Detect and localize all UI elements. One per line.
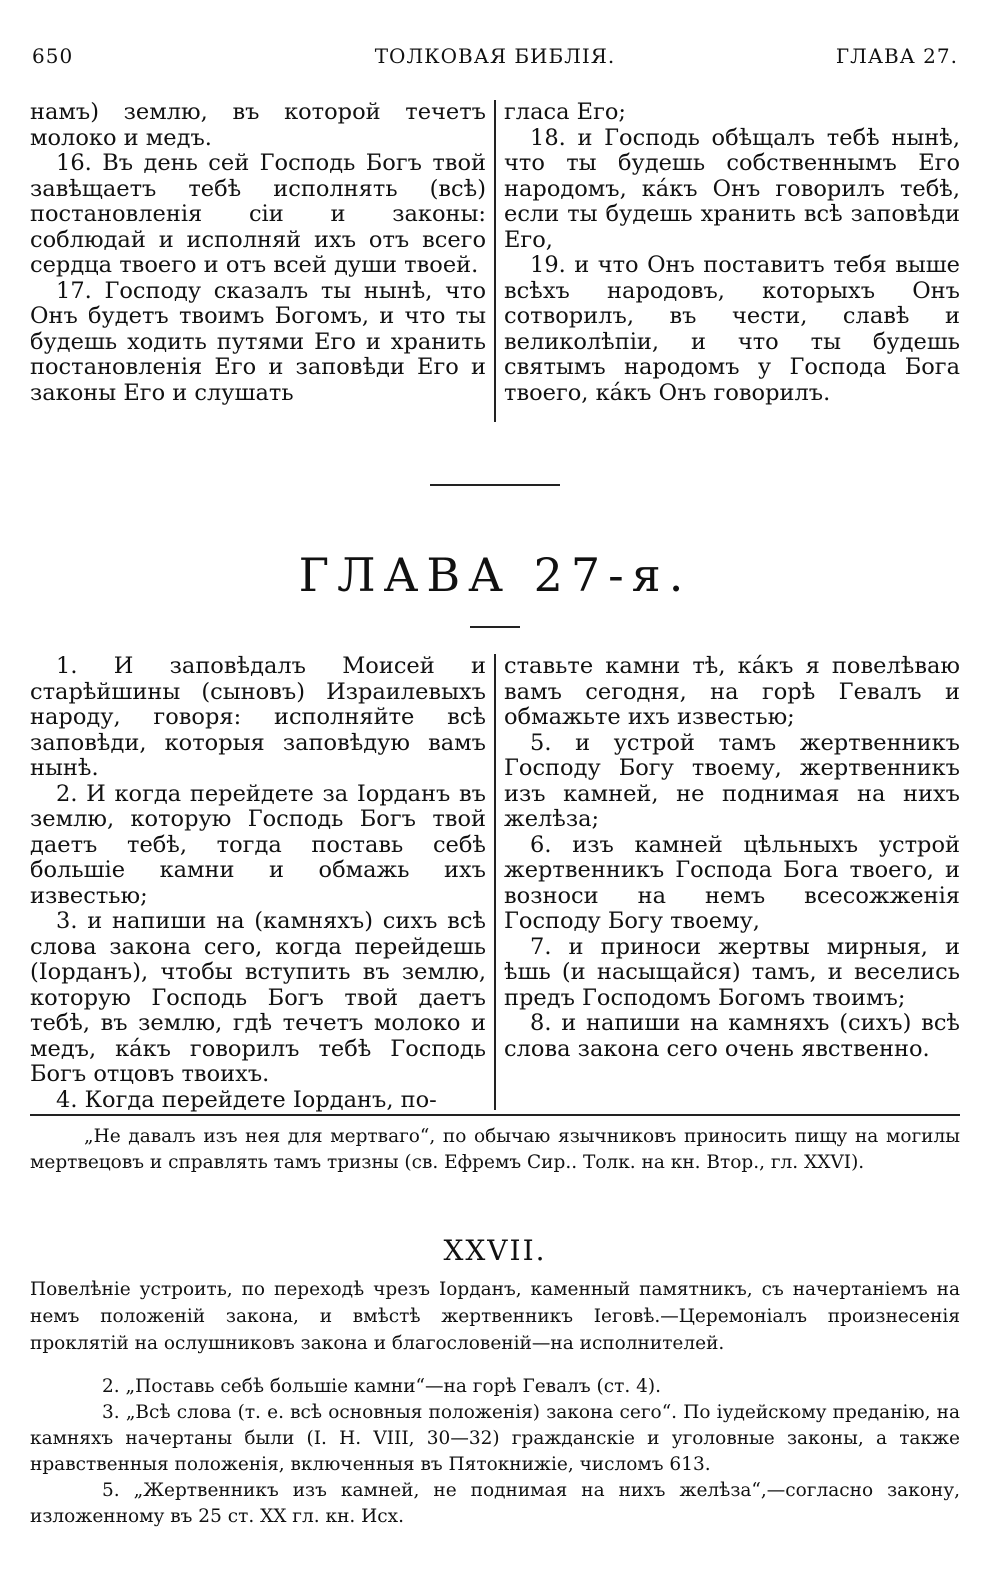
verse-text: намъ) землю, въ которой течетъ молоко и медъ.: [30, 99, 486, 151]
commentary-item: 3. „Всѣ слова (т. е. всѣ основныя положенія) закона сего“. По іудейскому преданію, на камняхъ начертаны были (I. Н. VIII, 30—32) гражданскіе и уголовные законы, а также нравственныя положенія, включенныя въ Пятокнижіе, числомъ 613.: [30, 1402, 960, 1475]
commentary: [30, 1374, 960, 1530]
footnote-text: „Не давалъ изъ нея для мертваго“, по обычаю язычниковъ приносить пищу на могилы мертвецовъ и справлять тамъ тризны (св. Ефремъ Сир.. Толк. на кн. Втор., гл. XXVI).: [30, 1126, 960, 1173]
verse-text: 6. изъ камней цѣльныхъ устрой жертвенникъ Господа Бога твоего, и возноси на немъ всесожженія Господу Богу твоему,: [504, 831, 960, 934]
book-title: ТОЛКОВАЯ БИБЛІЯ.: [374, 44, 616, 68]
heading-underline: [470, 626, 520, 628]
verse-text: 3. и напиши на (камняхъ) сихъ всѣ слова закона сего, когда перейдешь (Іорданъ), чтобы вступить въ землю, которую Господь Богъ твой даетъ тебѣ, въ землю, гдѣ течетъ молоко и медъ, ка́къ говорилъ тебѣ Господь Богъ отцовъ твоихъ.: [30, 908, 486, 1087]
verse-text: 16. Въ день сей Господь Богъ твой завѣщаетъ тебѣ исполнять (всѣ) постановленія сіи и законы: соблюдай и исполняй ихъ отъ всего сердца твоего и отъ всей души твоей.: [30, 150, 486, 278]
main-columns: [30, 653, 960, 1113]
verse-text: 5. и устрой тамъ жертвенникъ Господу Богу твоему, жертвенникъ изъ камней, не поднимая на нихъ желѣза;: [504, 729, 960, 832]
verse-text: 2. И когда перейдете за Іорданъ въ землю, которую Господь Богъ твой даетъ тебѣ, тогда поставь себѣ большіе камни и обмажь ихъ известью;: [30, 780, 486, 909]
running-header: [30, 44, 960, 74]
column-divider: [494, 654, 496, 1110]
main-left-column: [30, 654, 486, 1113]
verse-text: ставьте камни тѣ, ка́къ я повелѣваю вамъ сегодня, на горѣ Гевалъ и обмажьте ихъ известью;: [504, 653, 960, 730]
top-right-column: [504, 100, 960, 406]
verse-text: 17. Господу сказалъ ты нынѣ, что Онъ будетъ твоимъ Богомъ, и что ты будешь ходить путями Его и хранить постановленія Его и заповѣди Его и законы Его и слушать: [30, 277, 486, 406]
footnote-previous-chapter: [30, 1124, 960, 1176]
top-left-column: [30, 100, 486, 406]
top-columns: [30, 100, 960, 422]
verse-text: 4. Когда перейдете Іорданъ, по-: [56, 1086, 437, 1113]
verse-text: 19. и что Онъ поставитъ тебя выше всѣхъ народовъ, которыхъ Онъ сотворилъ, въ чести, славѣ и великолѣпіи, и что ты будешь святымъ народомъ у Господа Бога твоего, ка́къ Онъ говорилъ.: [504, 252, 960, 406]
verse-text: гласа Его;: [504, 99, 627, 125]
chapter-label: ГЛАВА 27.: [835, 44, 958, 68]
verse-text: 8. и напиши на камняхъ (сихъ) всѣ слова закона сего очень явственно.: [504, 1010, 960, 1062]
chapter-summary: [30, 1276, 960, 1357]
book-page: [30, 0, 960, 1588]
verse-text: 7. и приноси жертвы мирныя, и ѣшь (и насыщайся) тамъ, и веселись предъ Господомъ Богомъ твоимъ;: [504, 933, 960, 1011]
commentary-item: 2. „Поставь себѣ большіе камни“—на горѣ Гевалъ (ст. 4).: [102, 1376, 661, 1397]
column-divider: [494, 100, 496, 422]
summary-text: Повелѣніе устроить, по переходѣ чрезъ Іорданъ, каменный памятникъ, съ начертаніемъ на немъ положеній закона, и вмѣстѣ жертвенникъ Іеговѣ.—Церемоніалъ произнесенія проклятій на ослушниковъ закона и благословеній—на исполнителей.: [30, 1279, 960, 1354]
verse-text: 1. И заповѣдалъ Моисей и старѣйшины (сыновъ) Израилевыхъ народу, говоря: исполняйте всѣ заповѣди, которыя заповѣдую вамъ нынѣ.: [30, 653, 486, 781]
verse-text: 18. и Господь обѣщалъ тебѣ нынѣ, что ты будешь собственнымъ Его народомъ, ка́къ Онъ говорилъ тебѣ, если ты будешь хранить всѣ заповѣди Его,: [504, 124, 960, 253]
commentary-heading: XXVII.: [443, 1234, 547, 1267]
section-separator: [430, 484, 560, 486]
commentary-item: 5. „Жертвенникъ изъ камней, не поднимая на нихъ желѣза“,—согласно закону, изложенному въ 25 ст. XX гл. кн. Исх.: [30, 1480, 960, 1527]
chapter-heading: ГЛАВА 27-я.: [298, 548, 692, 602]
page-number: 650: [32, 44, 74, 68]
main-right-column: [504, 654, 960, 1062]
footnote-rule: [30, 1114, 960, 1116]
